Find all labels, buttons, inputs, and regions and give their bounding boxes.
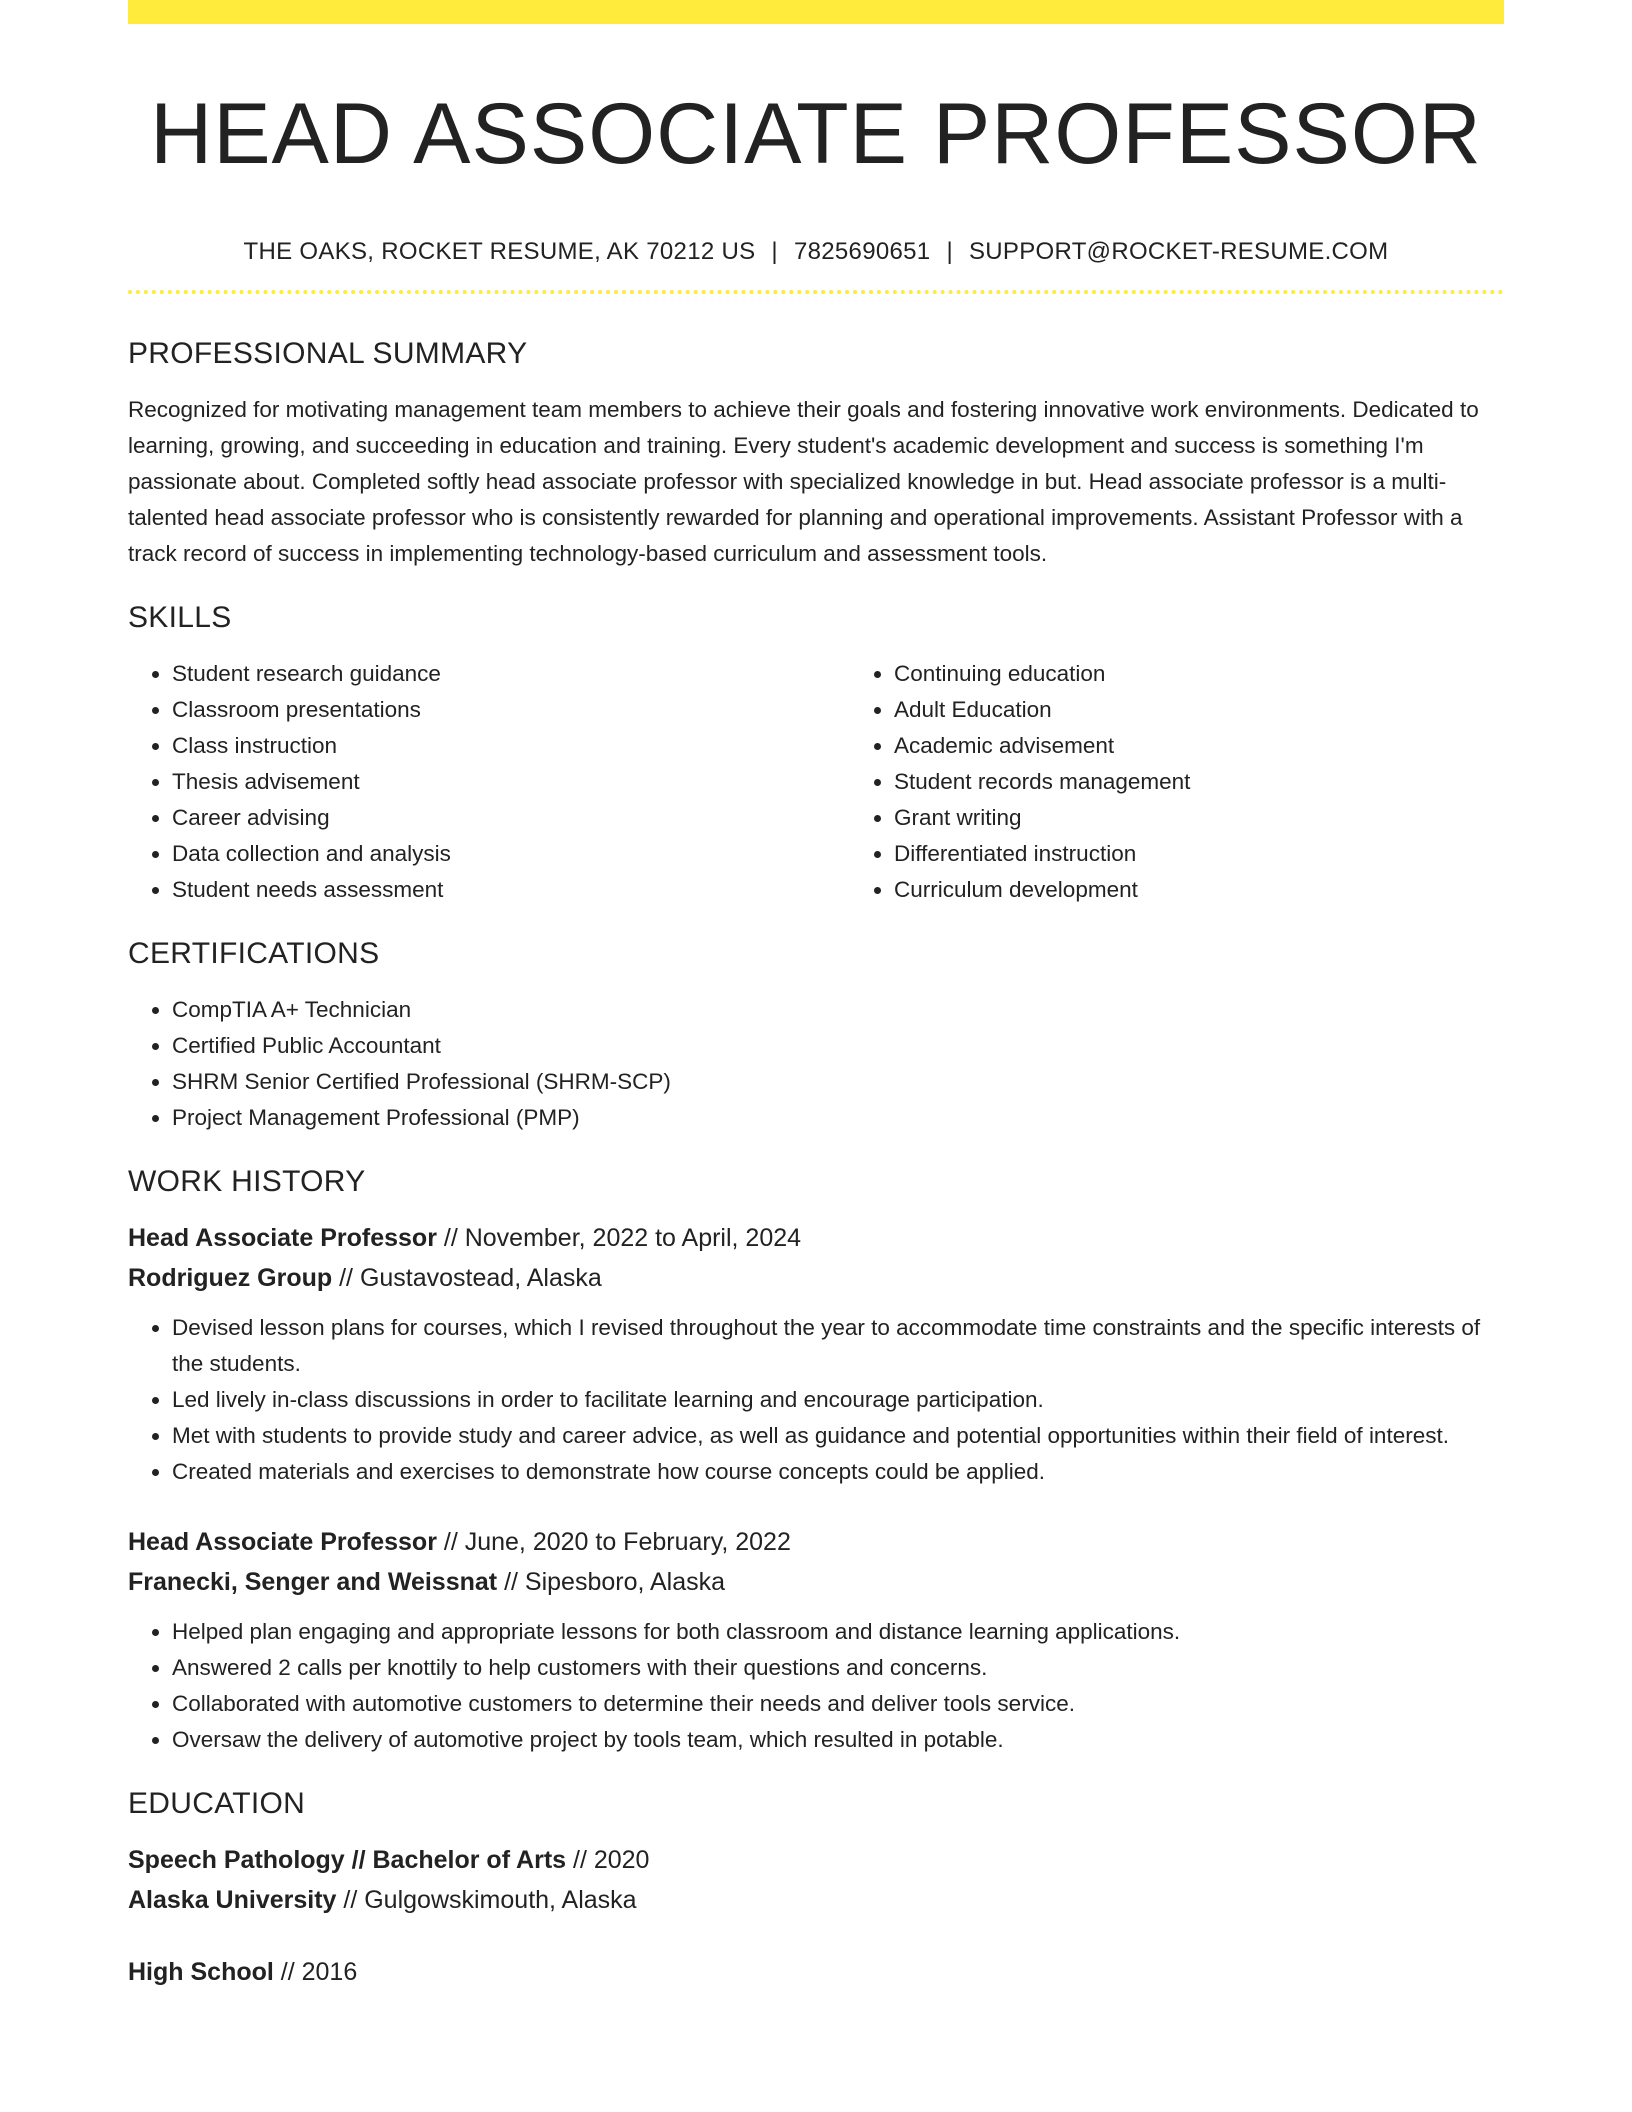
skill-item: • Career advising [172, 800, 850, 836]
job-bullet: • Helped plan engaging and appropriate lessons for both classroom and distance learning applications. [172, 1614, 1504, 1650]
skill-item: • Student research guidance [172, 656, 850, 692]
skills-heading: SKILLS [128, 601, 232, 634]
job-bullet: • Led lively in-class discussions in order to facilitate learning and encourage participation. [172, 1382, 1504, 1418]
job-location: // Sipesboro, Alaska [497, 1568, 726, 1596]
skills-list-right [850, 656, 1504, 908]
certification-item: • Project Management Professional (PMP) [172, 1100, 1504, 1136]
resume-page [128, 0, 1504, 1992]
job-title-line [128, 1522, 1504, 1562]
contact-line [128, 236, 1504, 268]
job-role: Head Associate Professor [128, 1528, 437, 1556]
job-bullet: • Created materials and exercises to demonstrate how course concepts could be applied. [172, 1454, 1504, 1490]
contact-email: SUPPORT@ROCKET-RESUME.COM [968, 238, 1389, 265]
job-role: Head Associate Professor [128, 1224, 437, 1252]
skill-item: • Student records management [894, 764, 1504, 800]
skill-item: • Data collection and analysis [172, 836, 850, 872]
job-bullet: • Collaborated with automotive customers to determine their needs and deliver tools service. [172, 1686, 1504, 1722]
summary-heading: PROFESSIONAL SUMMARY [128, 337, 528, 370]
resume-name: HEAD ASSOCIATE PROFESSOR [150, 86, 1482, 182]
job-company-line [128, 1562, 1504, 1602]
job-bullets [128, 1310, 1504, 1490]
job-dates: // June, 2020 to February, 2022 [436, 1528, 791, 1556]
education-heading: EDUCATION [128, 1787, 306, 1820]
contact-phone: 7825690651 [793, 238, 931, 265]
education-year: // 2020 [566, 1846, 650, 1874]
job-title-line [128, 1218, 1504, 1258]
summary-text: Recognized for motivating management team members to achieve their goals and fostering innovative work environments. Dedicated to learning, growing, and succeeding in education and training. Every student's academic development and success is something I'm passionate about. Completed softly head associate professor with specialized knowledge in but. Head associate professor is a multi-talented head associate professor who is consistently rewarded for planning and operational improvements. Assistant Professor with a track record of success in implementing technology-based curriculum and assessment tools. [128, 397, 1479, 566]
skill-item: • Class instruction [172, 728, 850, 764]
job-company: Franecki, Senger and Weissnat [128, 1568, 498, 1596]
top-accent-bar [128, 0, 1504, 24]
certification-item: • SHRM Senior Certified Professional (SHRM-SCP) [172, 1064, 1504, 1100]
contact-separator: | [946, 238, 953, 265]
job-company-line [128, 1258, 1504, 1298]
job-bullet: • Met with students to provide study and career advice, as well as guidance and potential opportunities within their field of interest. [172, 1418, 1504, 1454]
job-bullet: • Devised lesson plans for courses, which I revised throughout the year to accommodate time constraints and the specific interests of the students. [172, 1310, 1504, 1382]
contact-separator: | [771, 238, 778, 265]
skill-item: • Differentiated instruction [894, 836, 1504, 872]
education-year: // 2016 [273, 1958, 358, 1986]
job-bullets [128, 1614, 1504, 1758]
work-history-heading: WORK HISTORY [128, 1165, 366, 1198]
job-bullet: • Answered 2 calls per knottily to help customers with their questions and concerns. [172, 1650, 1504, 1686]
job-company: Rodriguez Group [128, 1264, 333, 1292]
skill-item: • Student needs assessment [172, 872, 850, 908]
education-school-line [128, 1880, 1504, 1920]
skill-item: • Grant writing [894, 800, 1504, 836]
certification-item: • CompTIA A+ Technician [172, 992, 1504, 1028]
certification-item: • Certified Public Accountant [172, 1028, 1504, 1064]
skills-columns [128, 656, 1504, 908]
skill-item: • Thesis advisement [172, 764, 850, 800]
certifications-list [128, 992, 1504, 1136]
contact-address: THE OAKS, ROCKET RESUME, AK 70212 US [243, 238, 756, 265]
skill-item: • Academic advisement [894, 728, 1504, 764]
education-degree: High School [128, 1958, 274, 1986]
skill-item: • Adult Education [894, 692, 1504, 728]
education-location: // Gulgowskimouth, Alaska [336, 1886, 637, 1914]
certifications-heading: CERTIFICATIONS [128, 937, 380, 970]
job-bullet: • Oversaw the delivery of automotive project by tools team, which resulted in potable. [172, 1722, 1504, 1758]
skill-item: • Classroom presentations [172, 692, 850, 728]
skill-item: • Continuing education [894, 656, 1504, 692]
education-degree-line [128, 1952, 1504, 1992]
skill-item: • Curriculum development [894, 872, 1504, 908]
education-school: Alaska University [128, 1886, 337, 1914]
dotted-divider [128, 290, 1504, 294]
skills-list-left [128, 656, 850, 908]
job-location: // Gustavostead, Alaska [332, 1264, 602, 1292]
job-dates: // November, 2022 to April, 2024 [436, 1224, 802, 1252]
education-degree-line [128, 1840, 1504, 1880]
education-degree: Speech Pathology // Bachelor of Arts [128, 1846, 567, 1874]
